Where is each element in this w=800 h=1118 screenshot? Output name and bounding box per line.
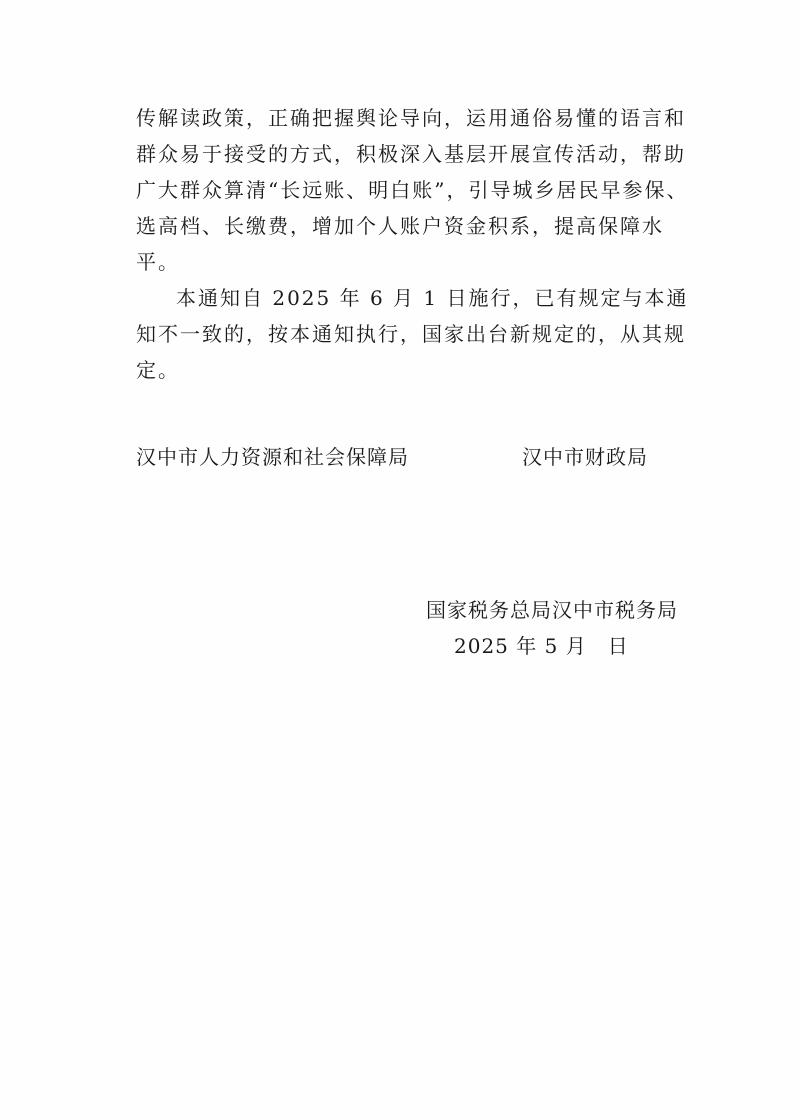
signature-tax-bureau: 国家税务总局汉中市税务局 [426,598,678,622]
signature-finance-bureau: 汉中市财政局 [522,445,648,469]
paragraph-effective-date: 本通知自 2025 年 6 月 1 日施行，已有规定与本通知不一致的，按本通知执行，国家出台新规定的，从其规定。 [136,286,689,382]
document-body [136,100,696,388]
signature-date: 2025 年 5 月 日 [454,634,629,658]
signature-hrss-bureau: 汉中市人力资源和社会保障局 [136,445,409,469]
paragraph-continuation: 传解读政策，正确把握舆论导向，运用通俗易懂的语言和群众易于接受的方式，积极深入基层开展宣传活动，帮助广大群众算清“长远账、明白账”，引导城乡居民早参保、选高档、长缴费，增加个人账户资金积系，提高保障水平。 [136,106,689,274]
